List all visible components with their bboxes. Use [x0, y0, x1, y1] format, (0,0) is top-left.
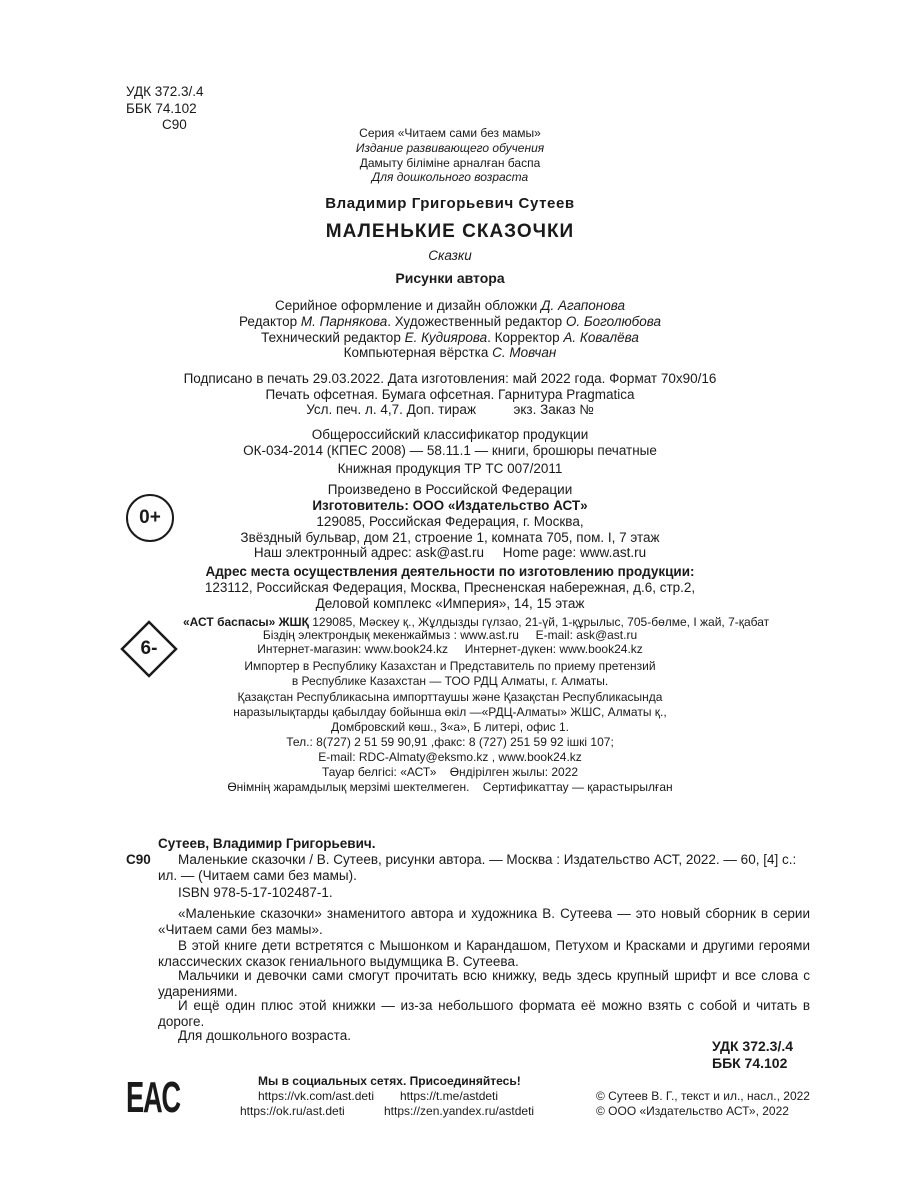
annotation-p3: Мальчики и девочки сами смогут прочитать всю книжку, ведь здесь крупный шрифт и все слова с ударениями. [158, 968, 810, 999]
social-vk-link[interactable]: https://vk.com/ast.deti [258, 1089, 375, 1103]
eac-mark: EAC [126, 1073, 180, 1122]
annotation-p5: Для дошкольного возраста. [178, 1028, 351, 1043]
made-in: Произведено в Российской Федерации [327, 482, 573, 497]
print-info-1: Подписано в печать 29.03.2022. Дата изготовления: май 2022 года. Формат 70x90/16 [183, 371, 717, 386]
biblio-author: Сутеев, Владимир Григорьевич. [158, 836, 376, 851]
print-info-3: Усл. печ. л. 4,7. Доп. тираж экз. Заказ № [306, 402, 594, 417]
annotation-p1: «Маленькие сказочки» знаменитого автора и художника В. Сутеева — это новый сборник в серии «Читаем сами без мамы». [158, 906, 810, 937]
edition-type-kz: Дамыту біліміне арналған баспа [359, 156, 541, 170]
udk-bottom: УДК 372.3/.4 [712, 1038, 794, 1054]
kz-validity: Өнімнің жарамдылық мерзімі шектелмеген. Сертификаттау — қарастырылған [227, 780, 673, 794]
manufacturer-addr-2: Звёздный бульвар, дом 21, строение 1, комната 705, пом. I, 7 этаж [240, 530, 660, 545]
age-group-top: Для дошкольного возраста [371, 170, 529, 184]
kz-publisher: «АСТ баспасы» ЖШҚ 129085, Мәскеу қ., Жұлдызды гүлзао, 21-үй, 1-құрылыс, 705-бөлме, I жай, 7-қабат [183, 615, 770, 629]
kz-importer-2: в Республике Казахстан — ТОО РДЦ Алматы, г. Алматы. [291, 674, 609, 688]
classifier-1: Общероссийский классификатор продукции [311, 427, 589, 442]
bbk-bottom: ББК 74.102 [712, 1055, 788, 1071]
illustrations-note: Рисунки автора [395, 270, 505, 286]
biblio-line-1: Маленькие сказочки / В. Сутеев, рисунки автора. — Москва : Издательство АСТ, 2022. — 60, [4] с.: [178, 852, 797, 867]
tr-ts: Книжная продукция ТР ТС 007/2011 [337, 461, 563, 476]
udk-top: УДК 372.3/.4 [126, 84, 204, 99]
social-telegram-link[interactable]: https://t.me/astdeti [400, 1089, 499, 1103]
book-title: МАЛЕНЬКИЕ СКАЗОЧКИ [325, 221, 575, 242]
manufacturer-addr-1: 129085, Российская Федерация, г. Москва, [316, 514, 584, 529]
credit-tech: Технический редактор Е. Кудиярова. Корректор А. Ковалёва [261, 330, 639, 345]
production-address-1: 123112, Российская Федерация, Москва, Пресненская набережная, д.6, стр.2, [204, 580, 696, 595]
biblio-code: С90 [126, 852, 151, 867]
copyright-publisher: © ООО «Издательство АСТ», 2022 [596, 1104, 789, 1118]
production-address-2: Деловой комплекс «Империя», 14, 15 этаж [315, 596, 585, 611]
print-info-2: Печать офсетная. Бумага офсетная. Гарнитура Pragmatica [265, 387, 635, 402]
kz-trademark: Тауар белгісі: «АСТ» Өндірілген жылы: 2022 [321, 765, 579, 779]
annotation-p2: В этой книге дети встретятся с Мышонком и Карандашом, Петухом и Красками и другими героями классических сказок гениального выдумщика В. Сутеева. [158, 938, 810, 969]
classifier-2: ОК-034-2014 (КПЕС 2008) — 58.11.1 — книги, брошюры печатные [243, 443, 657, 458]
age-rating-diamond-label: 6- [140, 638, 158, 659]
production-address-title: Адрес места осуществления деятельности по изготовлению продукции: [205, 564, 695, 579]
kz-importer-4: наразылықтарды қабылдау бойынша өкіл —«РДЦ-Алматы» ЖШС, Алматы қ., [233, 705, 667, 719]
credit-editors: Редактор М. Парнякова. Художественный редактор О. Боголюбова [239, 314, 661, 329]
book-author: Владимир Григорьевич Сутеев [325, 195, 575, 212]
copyright-author: © Сутеев В. Г., текст и ил., насл., 2022 [596, 1089, 810, 1103]
author-sign-top: С90 [162, 117, 187, 132]
social-zen-link[interactable]: https://zen.yandex.ru/astdeti [384, 1104, 535, 1118]
kz-importer-5: Домбровский көш., 3«а», Б литері, офис 1. [331, 720, 569, 734]
annotation-p4: И ещё один плюс этой книжки — из-за небольшого формата её можно взять с собой и читать в дороге. [158, 998, 810, 1029]
social-ok-link[interactable]: https://ok.ru/ast.deti [240, 1104, 345, 1118]
book-genre: Сказки [428, 248, 472, 263]
biblio-isbn: ISBN 978-5-17-102487-1. [178, 885, 333, 900]
manufacturer-contacts: Наш электронный адрес: ask@ast.ru Home page: www.ast.ru [253, 545, 647, 560]
edition-type: Издание развивающего обучения [355, 141, 545, 155]
manufacturer-title: Изготовитель: ООО «Издательство АСТ» [312, 498, 588, 513]
kz-phone: Тел.: 8(727) 2 51 59 90,91 ,факс: 8 (727) 251 59 92 ішкі 107; [286, 735, 614, 749]
kz-mail: E-mail: RDC-Almaty@eksmo.kz , www.book24.kz [318, 750, 582, 764]
kz-shop: Интернет-магазин: www.book24.kz Интернет-дүкен: www.book24.kz [257, 642, 643, 656]
kz-email: Біздің электрондық мекенжаймыз : www.ast.ru E-mail: ask@ast.ru [262, 628, 638, 642]
age-rating-badge: 0+ [126, 494, 174, 542]
biblio-line-2: ил. — (Читаем сами без мамы). [158, 868, 357, 883]
credit-cover: Серийное оформление и дизайн обложки Д. Агапонова [274, 298, 626, 313]
kz-importer-1: Импортер в Республику Казахстан и Представитель по приему претензий [244, 659, 656, 673]
credit-layout: Компьютерная вёрстка С. Мовчан [343, 345, 557, 360]
series-line: Серия «Читаем сами без мамы» [359, 126, 541, 140]
bbk-top: ББК 74.102 [126, 101, 197, 116]
social-title: Мы в социальных сетях. Присоединяйтесь! [258, 1074, 521, 1088]
kz-importer-3: Қазақстан Республикасына импорттаушы және Қазақстан Республикасында [237, 690, 663, 704]
